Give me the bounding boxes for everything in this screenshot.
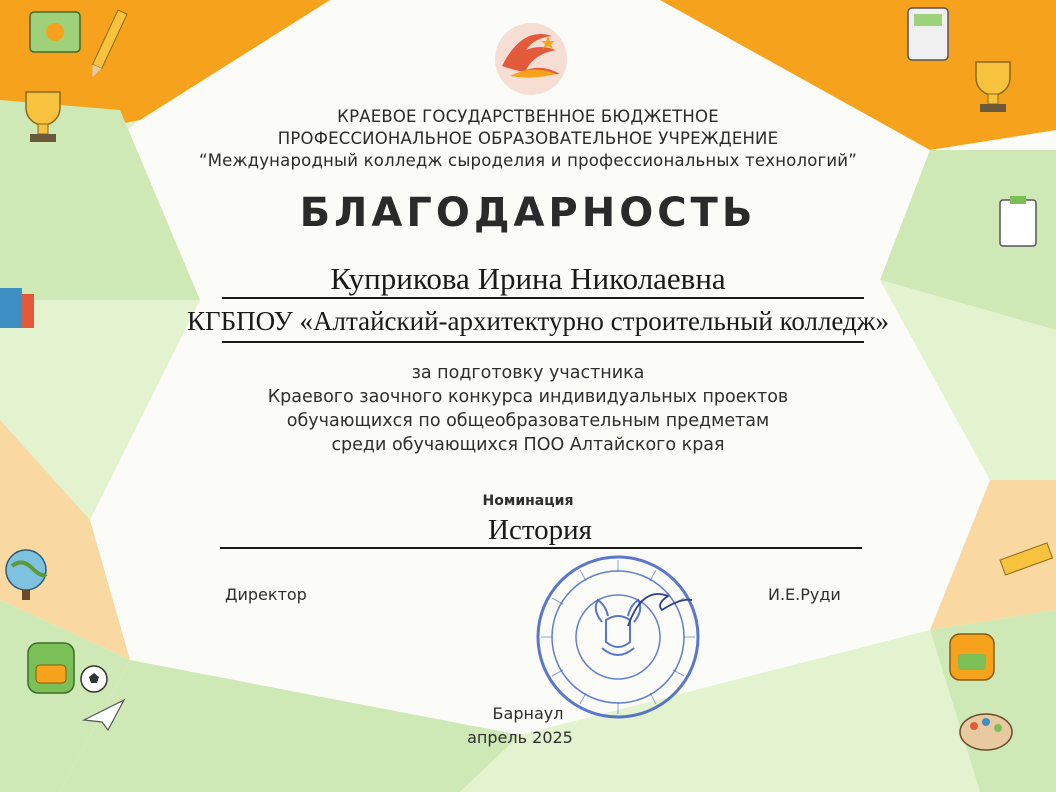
purpose-line-2: Краевого заочного конкурса индивидуальных проектов bbox=[267, 387, 789, 407]
city: Барнаул bbox=[492, 704, 564, 723]
director-label: Директор bbox=[225, 585, 307, 604]
backpack-icon bbox=[950, 634, 994, 680]
nomination-value: История bbox=[488, 514, 592, 546]
trophy-icon bbox=[976, 62, 1010, 112]
recipient-name: Куприкова Ирина Николаевна bbox=[330, 261, 726, 296]
purpose-line-4: среди обучающихся ПОО Алтайского края bbox=[331, 435, 725, 455]
clipboard-icon bbox=[30, 12, 80, 52]
backpack-icon bbox=[28, 643, 74, 693]
nomination-underline bbox=[220, 547, 862, 549]
nomination-label: Номинация bbox=[482, 493, 574, 509]
org-line-2: ПРОФЕССИОНАЛЬНОЕ ОБРАЗОВАТЕЛЬНОЕ УЧРЕЖДЕНИЕ bbox=[277, 129, 779, 148]
director-name: И.Е.Руди bbox=[768, 585, 841, 604]
recipient-name-underline bbox=[222, 297, 864, 299]
globe-icon bbox=[6, 550, 46, 600]
coat-of-arms-icon bbox=[596, 600, 641, 655]
pencil-icon bbox=[88, 10, 127, 79]
issue-date: апрель 2025 bbox=[467, 728, 573, 747]
purpose-line-1: за подготовку участника bbox=[411, 363, 645, 383]
org-line-1: КРАЕВОЕ ГОСУДАРСТВЕННОЕ БЮДЖЕТНОЕ bbox=[337, 107, 719, 126]
purpose-line-3: обучающихся по общеобразовательным предметам bbox=[286, 411, 770, 431]
official-stamp bbox=[532, 552, 704, 722]
recipient-organization-underline bbox=[222, 341, 864, 343]
college-logo bbox=[488, 18, 574, 100]
certificate-title: БЛАГОДАРНОСТЬ bbox=[299, 190, 757, 236]
org-line-3: “Международный колледж сыроделия и профессиональных технологий” bbox=[199, 151, 857, 170]
book-icon bbox=[1000, 543, 1052, 575]
calculator-icon bbox=[908, 8, 948, 60]
recipient-organization: КГБПОУ «Алтайский-архитектурно строительный колледж» bbox=[187, 306, 889, 336]
soccer-ball-icon bbox=[81, 666, 107, 692]
